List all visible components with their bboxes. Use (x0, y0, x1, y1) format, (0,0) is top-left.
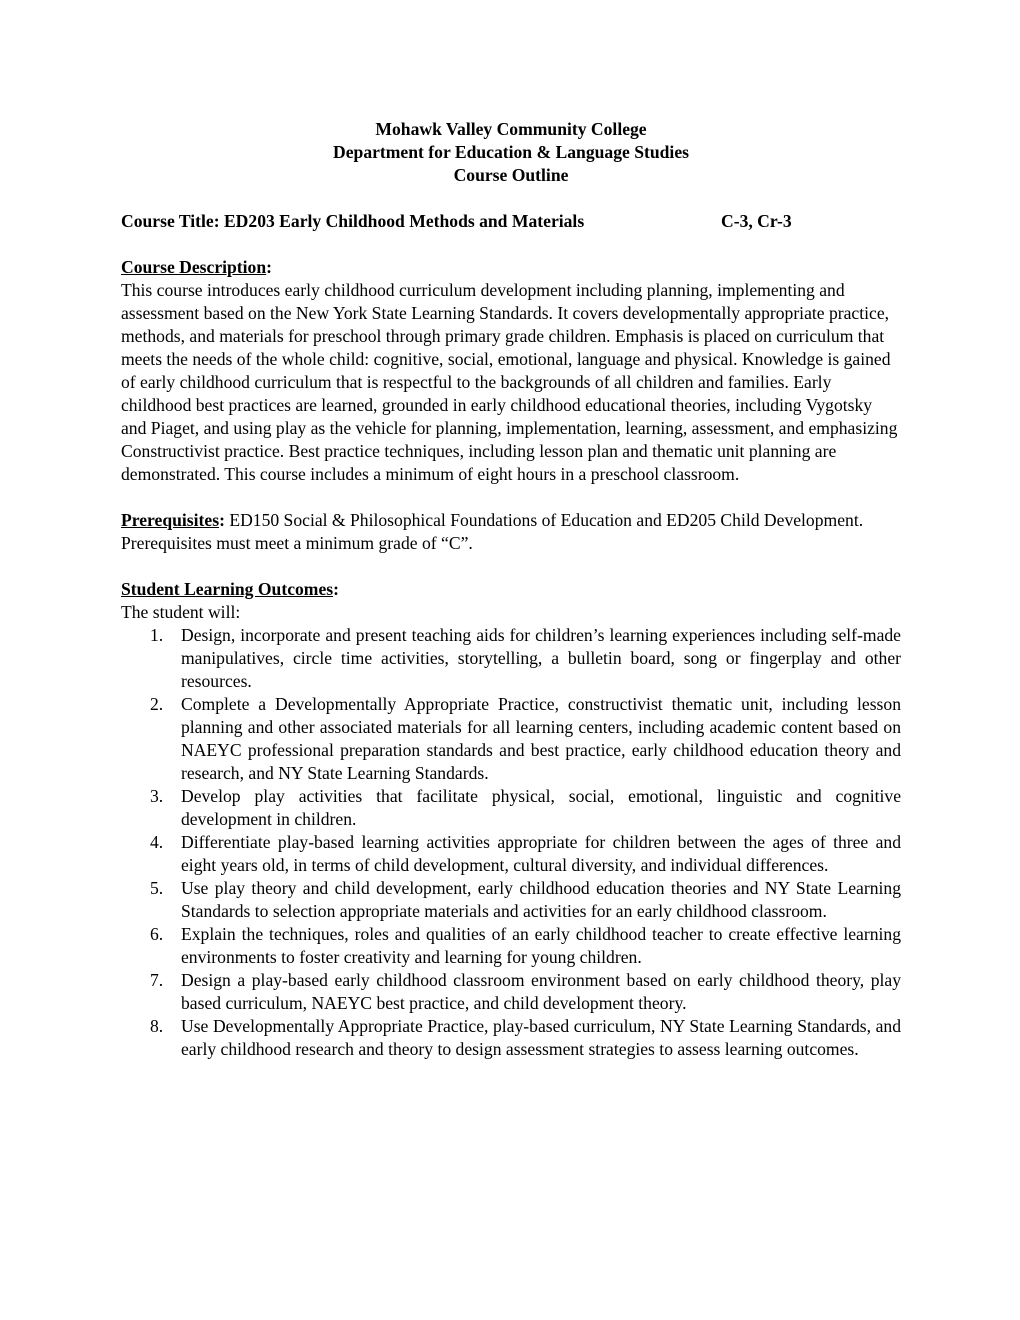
list-item-number: 2. (150, 694, 164, 714)
list-item (121, 785, 901, 831)
list-item-text: Design, incorporate and present teaching aids for children’s learning experiences including self-made manipulatives, circle time activities, storytelling, a bulletin board, song or fingerplay and other resources. (181, 625, 901, 691)
list-item-number: 3. (150, 786, 164, 806)
course-title: Course Title: ED203 Early Childhood Methods and Materials (121, 211, 585, 231)
list-item (121, 693, 901, 785)
outcomes-heading-label: Student Learning Outcomes (121, 579, 334, 599)
list-item-number: 5. (150, 878, 164, 898)
list-item (121, 969, 901, 1015)
list-item-text: Develop play activities that facilitate physical, social, emotional, linguistic and cognitive development in children. (181, 786, 901, 829)
list-item-text: Explain the techniques, roles and qualities of an early childhood teacher to create effective learning environments to foster creativity and learning for young children. (181, 924, 901, 967)
list-item (121, 923, 901, 969)
list-item-number: 1. (150, 625, 164, 645)
list-item-text: Design a play-based early childhood classroom environment based on early childhood theory, play based curriculum, NAEYC best practice, and child development theory. (181, 970, 901, 1013)
document-type: Course Outline (453, 165, 569, 185)
course-credits: C-3, Cr-3 (721, 211, 792, 231)
course-description-text: This course introduces early childhood curriculum development including planning, implementing and assessment based on the New York State Learning Standards. It covers developmentally appropriate practice, methods, and materials for preschool through primary grade children. Emphasis is placed on curriculum that meets the needs of the whole child: cognitive, social, emotional, language and physical. Knowledge is gained of early childhood curriculum that is respectful to the backgrounds of all children and families. Early childhood best practices are learned, grounded in early childhood educational theories, including Vygotsky and Piaget, and using play as the vehicle for planning, implementation, learning, assessment, and emphasizing Constructivist practice. Best practice techniques, including lesson plan and thematic unit planning are demonstrated. This course includes a minimum of eight hours in a preschool classroom. (121, 280, 898, 484)
course-title-line (121, 210, 901, 233)
list-item-number: 6. (150, 924, 164, 944)
list-item (121, 877, 901, 923)
institution-name: Mohawk Valley Community College (375, 119, 647, 139)
prerequisites-text: ED150 Social & Philosophical Foundations of Education and ED205 Child Development. Prerequisites must meet a minimum grade of “C”. (121, 510, 864, 553)
description-heading (121, 256, 901, 279)
description-heading-colon: : (266, 257, 272, 277)
prerequisites-heading-label: Prerequisites (121, 510, 220, 530)
department-name: Department for Education & Language Studies (333, 142, 689, 162)
description-heading-label: Course Description (121, 257, 267, 277)
prerequisites-paragraph (121, 509, 901, 555)
list-item-text: Complete a Developmentally Appropriate Practice, constructivist thematic unit, including lesson planning and other associated materials for all learning centers, including academic content based on NAEYC professional preparation standards and best practice, early childhood education theory and research, and NY State Learning Standards. (181, 694, 901, 783)
prerequisites-heading-colon: : (219, 510, 225, 530)
list-item-number: 8. (150, 1016, 164, 1036)
document-page (121, 118, 901, 1061)
list-item-number: 7. (150, 970, 164, 990)
list-item (121, 831, 901, 877)
list-item-text: Use play theory and child development, early childhood education theories and NY State Learning Standards to selection appropriate materials and activities for an early childhood classroom. (181, 878, 901, 921)
prerequisites-heading (121, 510, 225, 530)
outcomes-heading-colon: : (333, 579, 339, 599)
document-header (121, 118, 901, 187)
list-item-number: 4. (150, 832, 164, 852)
list-item (121, 1015, 901, 1061)
list-item-text: Use Developmentally Appropriate Practice, play-based curriculum, NY State Learning Standards, and early childhood research and theory to design assessment strategies to assess learning outcomes. (181, 1016, 901, 1059)
list-item-text: Differentiate play-based learning activities appropriate for children between the ages of three and eight years old, in terms of child development, cultural diversity, and individual differences. (181, 832, 901, 875)
list-item (121, 624, 901, 693)
outcomes-heading (121, 578, 901, 601)
outcomes-list (121, 624, 901, 1061)
outcomes-intro: The student will: (121, 602, 241, 622)
